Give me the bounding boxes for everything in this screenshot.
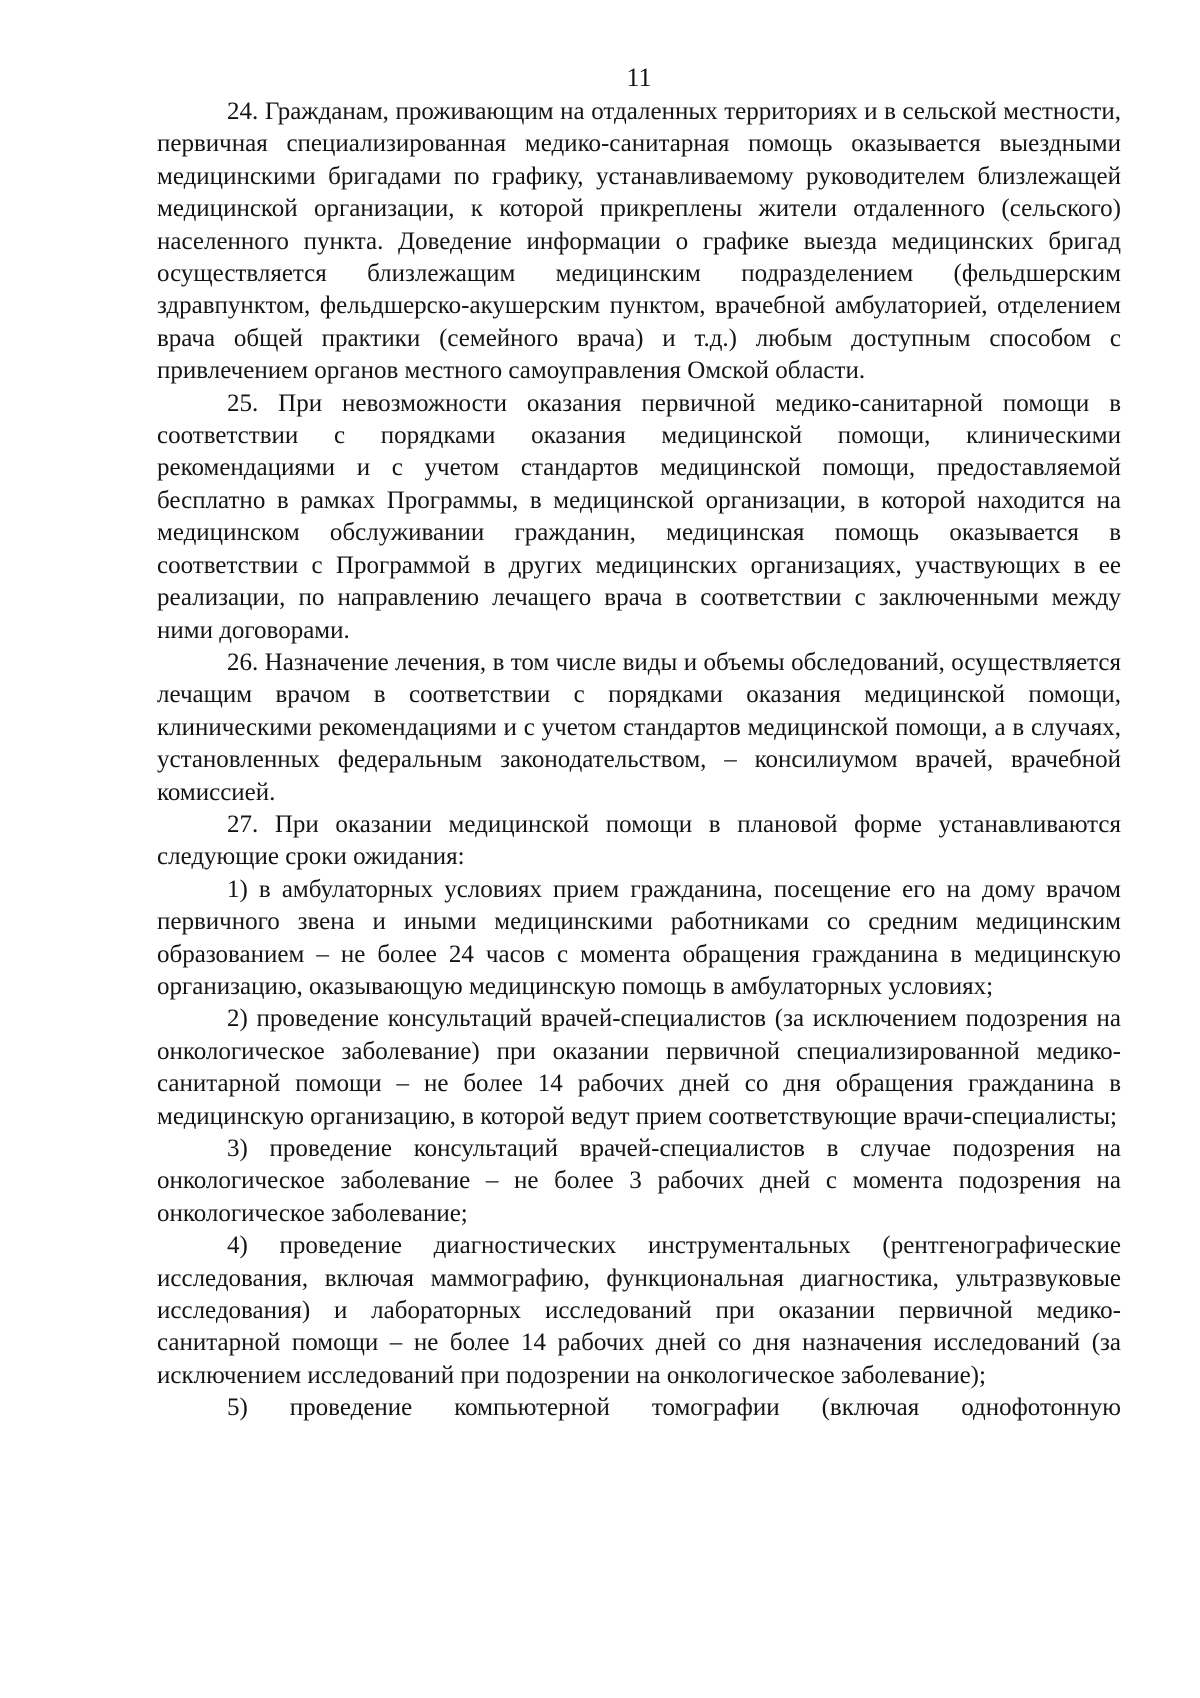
list-item-5: 5) проведение компьютерной томографии (включая однофотонную [227,1394,1121,1422]
paragraph-25: 25. При невозможности оказания первичной медико-санитарной помощи в соответствии с порядками оказания медицинской помощи, клиническими рекомендациями и с учетом стандартов медицинской помощи, предоставляемой бесплатно в рамках Программы, в медицинской организации, в которой находится на медицинском обслуживании гражданин, медицинская помощь оказывается в соответствии с Программой в других медицинских организациях, участвующих в ее реализации, по направлению лечащего врача в соответствии с заключенными между ними договорами. [157,389,1121,644]
paragraph-24: 24. Гражданам, проживающим на отдаленных территориях и в сельской местности, первичная специализированная медико-санитарная помощь оказывается выездными медицинскими бригадами по графику, устанавливаемому руководителем близлежащей медицинской организации, к которой прикреплены жители отдаленного (сельского) населенного пункта. Доведение информации о графике выезда медицинских бригад осуществляется близлежащим медицинским подразделением (фельдшерским здравпунктом, фельдшерско-акушерским пунктом, врачебной амбулаторией, отделением врача общей практики (семейного врача) и т.д.) любым доступным способом с привлечением органов местного самоуправления Омской области. [157,98,1121,385]
page-number: 11 [626,63,652,92]
document-page [157,62,1121,1425]
paragraph-26: 26. Назначение лечения, в том числе виды и объемы обследований, осуществляется лечащим врачом в соответствии с порядками оказания медицинской помощи, клиническими рекомендациями и с учетом стандартов медицинской помощи, а в случаях, установленных федеральным законодательством, – консилиумом врачей, врачебной комиссией. [157,648,1121,806]
list-item-1: 1) в амбулаторных условиях прием гражданина, посещение его на дому врачом первичного звена и иными медицинскими работниками со средним медицинским образованием – не более 24 часов с момента обращения гражданина в медицинскую организацию, оказывающую медицинскую помощь в амбулаторных условиях; [157,875,1121,1000]
list-item-4: 4) проведение диагностических инструментальных (рентгенографические исследования, включая маммографию, функциональная диагностика, ультразвуковые исследования) и лабораторных исследований при оказании первичной медико-санитарной помощи – не более 14 рабочих дней со дня назначения исследований (за исключением исследований при подозрении на онкологическое заболевание); [157,1232,1121,1389]
list-item-3: 3) проведение консультаций врачей-специалистов в случае подозрения на онкологическое заболевание – не более 3 рабочих дней с момента подозрения на онкологическое заболевание; [157,1135,1121,1227]
list-item-2: 2) проведение консультаций врачей-специалистов (за исключением подозрения на онкологическое заболевание) при оказании первичной специализированной медико-санитарной помощи – не более 14 рабочих дней со дня обращения гражданина в медицинскую организацию, в которой ведут прием соответствующие врачи-специалисты; [157,1005,1121,1130]
paragraph-27: 27. При оказании медицинской помощи в плановой форме устанавливаются следующие сроки ожидания: [157,810,1121,871]
